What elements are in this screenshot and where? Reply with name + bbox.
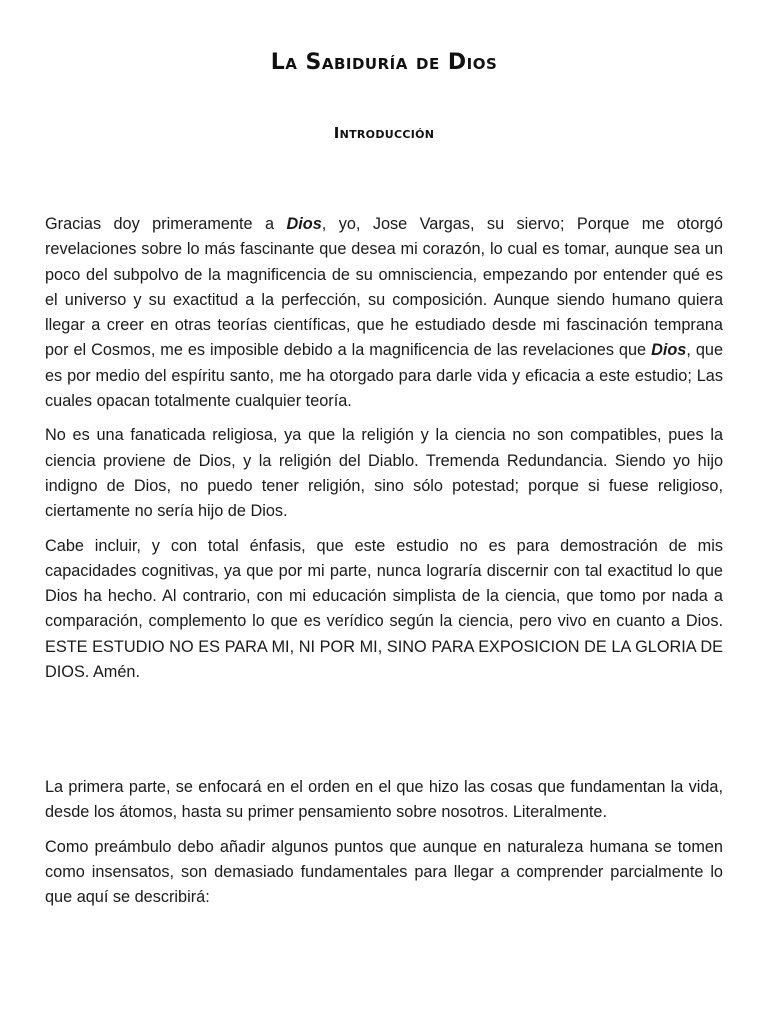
paragraph-4: La primera parte, se enfocará en el orden en el que hizo las cosas que fundamentan la vida, desde los átomos, hasta su primer pensamiento sobre nosotros. Literalmente. — [45, 778, 723, 822]
paragraph-2: No es una fanaticada religiosa, ya que la religión y la ciencia no son compatibles, pues la ciencia proviene de Dios, y la religión del Diablo. Tremenda Redundancia. Siendo yo hijo indigno de Dios, no puedo tener religión, sino sólo potestad; porque si fuese religioso, ciertamente no sería hijo de Dios. — [45, 426, 723, 521]
section-heading: Introducción — [333, 124, 435, 142]
paragraph-5: Como preámbulo debo añadir algunos puntos que aunque en naturaleza humana se tomen como insensatos, son demasiado fundamentales para llegar a comprender parcialmente lo que aquí se describirá: — [45, 837, 723, 907]
emphasized-word-dios: Dios — [651, 341, 687, 360]
intro-text-block — [45, 212, 723, 694]
paragraph-1-text-c: , que es por medio del espíritu santo, me ha otorgado para darle vida y eficacia a este estudio; Las cuales opacan totalmente cualquier teoría. — [45, 341, 724, 411]
paragraph-1 — [45, 212, 723, 414]
paragraph-1-text-b: , yo, Jose Vargas, su siervo; Porque me otorgó revelaciones sobre lo más fascinante que desea mi corazón, lo cual es tomar, aunque sea un poco del subpolvo de la magnificencia de su omnisciencia, empezando por entender qué es el universo y su exactitud a la perfección, su composición. Aunque siendo humano quiera llegar a creer en otras teorías científicas, que he estudiado desde mi fascinación temprana por el Cosmos, me es imposible debido a la magnificencia de las revelaciones que — [45, 215, 723, 360]
emphasized-word-dios: Dios — [286, 215, 322, 233]
document-title: La Sabiduría de Dios — [270, 50, 498, 75]
paragraph-3: Cabe incluir, y con total énfasis, que este estudio no es para demostración de mis capacidades cognitivas, ya que por mi parte, nunca lograría discernir con tal exactitud lo que Dios ha hecho. Al contrario, con mi educación simplista de la ciencia, que tomo por nada a comparación, complemento lo que es verídico según la ciencia, pero vivo en cuanto a Dios. ESTE ESTUDIO NO ES PARA MI, NI POR MI, SINO PARA EXPOSICION DE LA GLORIA DE DIOS. Amén. — [45, 536, 723, 682]
first-part-text-block — [45, 775, 723, 919]
paragraph-1-text-a: Gracias doy primeramente a — [45, 215, 287, 233]
